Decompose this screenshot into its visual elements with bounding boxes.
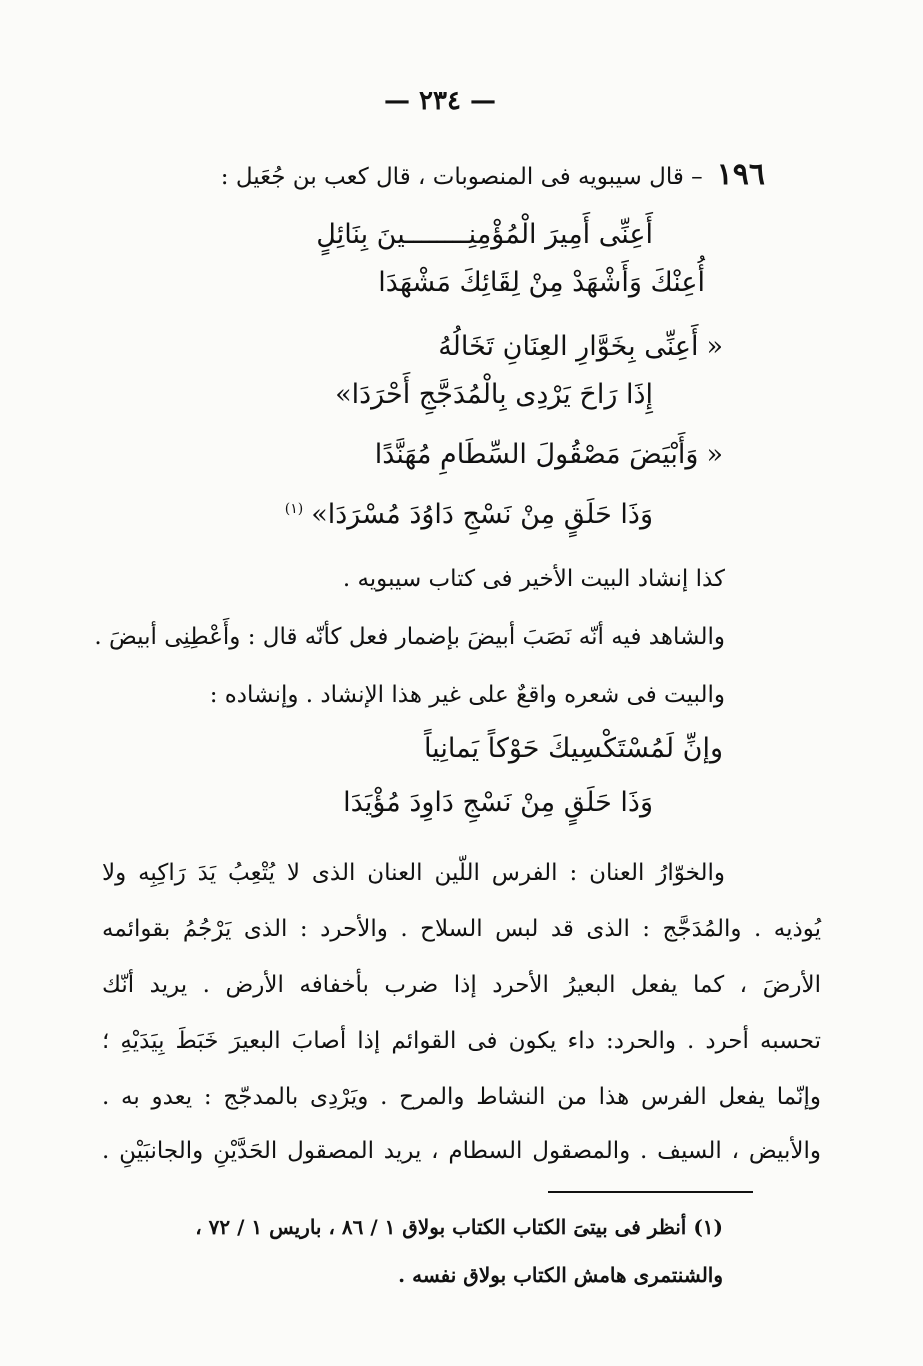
prose-line: وإنّما يفعل الفرس هذا من النشاط والمرح . ويَرْدِى بالمدجّج : يعدو به .	[102, 1084, 821, 1110]
entry-heading	[221, 158, 765, 194]
verse-line-4	[327, 378, 653, 412]
verse-text: إِذَا رَاحَ يَرْدِى بِالْمُدَجَّجِ أَحْرَدَا	[351, 379, 653, 410]
prose-line: يُوذيه . والمُدَجَّج : الذى قد لبس السلاح . والأحرد : الذى يَرْجُمُ بقوائمه	[102, 916, 821, 942]
footnote-ref: (١)	[284, 501, 304, 517]
entry-intro: – قال سيبويه فى المنصوبات ، قال كعب بن جُعَيل :	[220, 164, 703, 190]
footnote-line: والشنتمرى هامش الكتاب بولاق نفسه .	[398, 1263, 723, 1287]
quote-close: »	[311, 499, 328, 530]
verse-text: وَذَا حَلَقٍ مِنْ نَسْجِ دَاوُدَ مُسْرَدَا	[327, 499, 653, 530]
footnote-divider	[548, 1191, 753, 1193]
entry-number: ١٩٦	[716, 157, 765, 192]
verse-text: أَعِنِّى بِخَوَّارِ العِنَانِ تَخَالُهُ	[438, 331, 699, 362]
quote-open: «	[706, 331, 723, 362]
prose-line: تحسبه أحرد . والحرد: داء يكون فى القوائم إذا أصابَ البعيرَ خَبَطَ بِيَدَيْهِ ؛	[102, 1028, 821, 1054]
verse-line-7: وإنِّ لَمُسْتَكْسِيكَ حَوْكاً يَمانِياً	[423, 733, 723, 764]
verse-line-3	[438, 330, 723, 364]
verse-line-2: أُعِنْكَ وَأَشْهَدْ مِنْ لِقَائِكَ مَشْهَدَا	[378, 267, 705, 298]
prose-line: والشاهد فيه أنّه نَصَبَ أبيضَ بإضمار فعل كأنّه قال : وأَعْطِنِى أبيضَ .	[94, 624, 725, 650]
prose-line: والخوّارُ العنان : الفرس اللّين العنان الذى لا يُتْعِبُ يَدَ رَاكِبِه ولا	[102, 860, 725, 886]
page-number: — ٢٣٤ —	[383, 86, 497, 116]
footnote-line: (١) أنظر فى بيتىَ الكتاب الكتاب بولاق ١ / ٨٦ ، باريس ١ / ٧٢ ،	[195, 1215, 723, 1239]
verse-line-6	[285, 492, 653, 532]
prose-line: كذا إنشاد البيت الأخير فى كتاب سيبويه .	[342, 566, 725, 592]
verse-line-5	[375, 438, 723, 472]
verse-line-1: أَعِنِّى أَمِيرَ الْمُؤْمِنِــــــــينَ بِنَائِلٍ	[316, 219, 653, 250]
prose-line: والأبيض ، السيف . والمصقول السطام ، يريد المصقول الحَدَّيْنِ والجانبَيْنِ .	[102, 1138, 821, 1164]
prose-line: والبيت فى شعره واقعٌ على غير هذا الإنشاد . وإنشاده :	[209, 682, 725, 708]
verse-line-8: وَذَا حَلَقٍ مِنْ نَسْجِ دَاوِدَ مُؤْيَدَا	[343, 787, 653, 818]
quote-open: «	[706, 439, 723, 470]
quote-close: »	[335, 379, 352, 410]
verse-text: وَأَبْيَضَ مَصْقُولَ السِّطَامِ مُهَنَّدًا	[374, 439, 699, 470]
prose-line: الأرضَ ، كما يفعل البعيرُ الأحرد إذا ضرب بأخفافه الأرض . يريد أنّك	[102, 972, 821, 998]
